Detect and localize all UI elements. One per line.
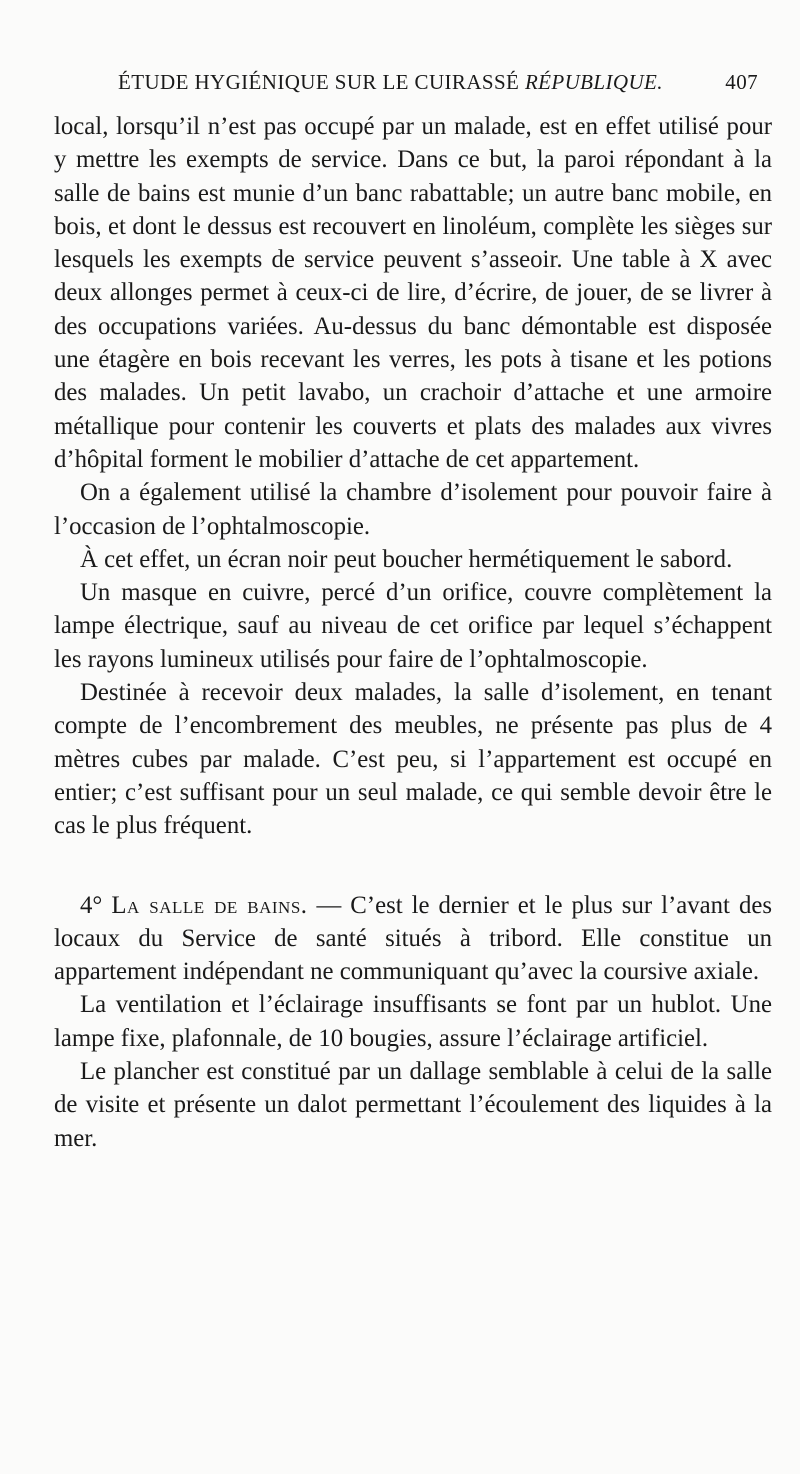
running-title-ship: RÉPUBLIQUE. xyxy=(524,70,663,94)
body-text xyxy=(54,110,772,1155)
paragraph-ventilation: La ventilation et l’éclairage insuffisants se font par un hublot. Une lampe fixe, plafonnale, de 10 bougies, assure l’éclairage artificiel. xyxy=(54,991,772,1052)
paragraph-ophthalmoscopy: On a également utilisé la chambre d’isolement pour pouvoir faire à l’occasion de l’ophtalmoscopie. xyxy=(54,479,772,540)
section-number: 4° xyxy=(80,891,103,919)
paragraph-continued: local, lorsqu’il n’est pas occupé par un malade, est en effet utilisé pour y mettre les exempts de service. Dans ce but, la paroi répondant à la salle de bains est munie d’un banc rabattable; un autre banc mobile, en bois, et dont le dessus est recouvert en linoléum, complète les sièges sur lesquels les exempts de service peuvent s’asseoir. Une table à X avec deux allonges permet à ceux-ci de lire, d’écrire, de jouer, de se livrer à des occupations variées. Au-dessus du banc démontable est disposée une étagère en bois recevant les verres, les pots à tisane et les potions des malades. Un petit lavabo, un crachoir d’attache et une armoire métallique pour contenir les couverts et plats des malades aux vivres d’hôpital forment le mobilier d’attache de cet appartement. xyxy=(54,113,772,473)
running-head xyxy=(62,70,758,104)
section-bains-intro xyxy=(54,889,772,989)
paragraph-mask: Un masque en cuivre, percé d’un orifice, couvre complètement la lampe électrique, sauf au niveau de cet orifice par lequel s’échappent les rayons lumineux utilisés pour faire de l’ophtalmoscopie. xyxy=(54,579,772,673)
running-title-prefix: ÉTUDE HYGIÉNIQUE SUR LE CUIRASSÉ xyxy=(118,70,525,94)
running-title xyxy=(118,70,663,95)
section-gap xyxy=(54,843,772,889)
section-heading: La salle de bains. xyxy=(111,891,308,919)
paragraph-floor: Le plancher est constitué par un dallage semblable à celui de la salle de visite et présente un dalot permettant l’écoulement des liquides à la mer. xyxy=(54,1058,772,1152)
page-number: 407 xyxy=(725,70,758,94)
section-intro-text: — C’est le dernier et le plus sur l’avant des locaux du Service de santé situés à tribord. Elle constitue un appartement indépendant ne communiquant qu’avec la coursive axiale. xyxy=(54,891,772,986)
paragraph-capacity: Destinée à recevoir deux malades, la salle d’isolement, en tenant compte de l’encombrement des meubles, ne présente pas plus de 4 mètres cubes par malade. C’est peu, si l’appartement est occupé en entier; c’est suffisant pour un seul malade, ce qui semble devoir être le cas le plus fréquent. xyxy=(54,679,772,840)
paragraph-screen: À cet effet, un écran noir peut boucher hermétiquement le sabord. xyxy=(80,545,733,573)
